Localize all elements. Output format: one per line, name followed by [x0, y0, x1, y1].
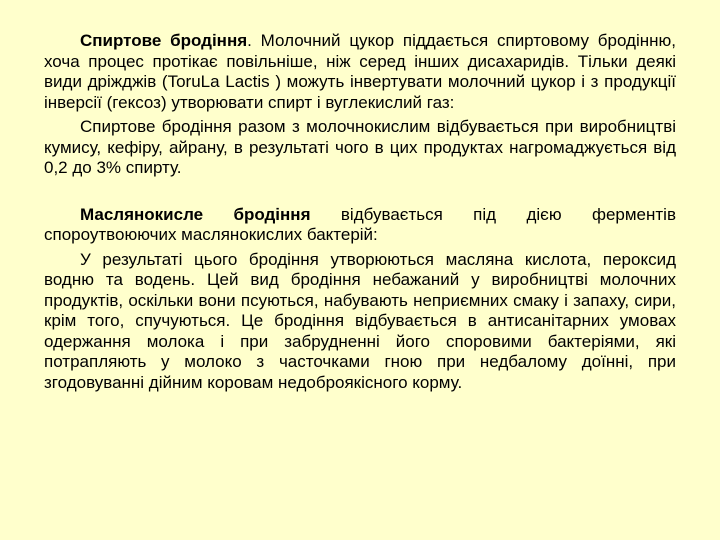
paragraph-butyric-fermentation-effects	[44, 250, 676, 394]
paragraph-text: відбувається під дією ферментів спороутвоюючих маслянокислих бактерій:	[44, 204, 676, 244]
term-alcoholic-fermentation: Спиртове бродіння	[80, 31, 248, 50]
paragraph-text: Спиртове бродіння разом з молочнокислим відбувається при виробництві кумису, кефіру, айрану, в результаті чого в цих продуктах нагромаджується від 0,2 до 3% спирту.	[44, 117, 676, 177]
paragraph-text: . Молочний цукор піддається спиртовому бродінню, хоча процес протікає повільніше, ніж серед інших дисахаридів. Тільки деякі види дріжджів (ToruLa Lactis ) можуть інвертувати молочний цукор і з продукції інверсії (гексоз) утворювати спирт і вуглекислий газ:	[44, 31, 677, 112]
term-butyric-fermentation: Маслянокисле бродіння	[80, 204, 311, 224]
paragraph-text: У результаті цього бродіння утворюються масляна кислота, пероксид водню та водень. Цей вид бродіння небажаний у виробництві молочних продуктів, оскільки вони псуються, набувають неприємних смаку і запаху, сири, крім того, спучуються. Це бродіння відбувається в антисанітарних умовах одержання молока і при забрудненні його споровими бактеріями, які потрапляють у молоко з часточками гною при недбалому доїнні, при згодовуванні дійним коровам недоброякісного корму.	[44, 249, 676, 392]
paragraph-alcoholic-fermentation	[44, 31, 676, 113]
paragraph-alcoholic-fermentation-products	[44, 117, 676, 179]
slide-content	[44, 31, 676, 393]
paragraph-butyric-fermentation	[44, 205, 676, 246]
